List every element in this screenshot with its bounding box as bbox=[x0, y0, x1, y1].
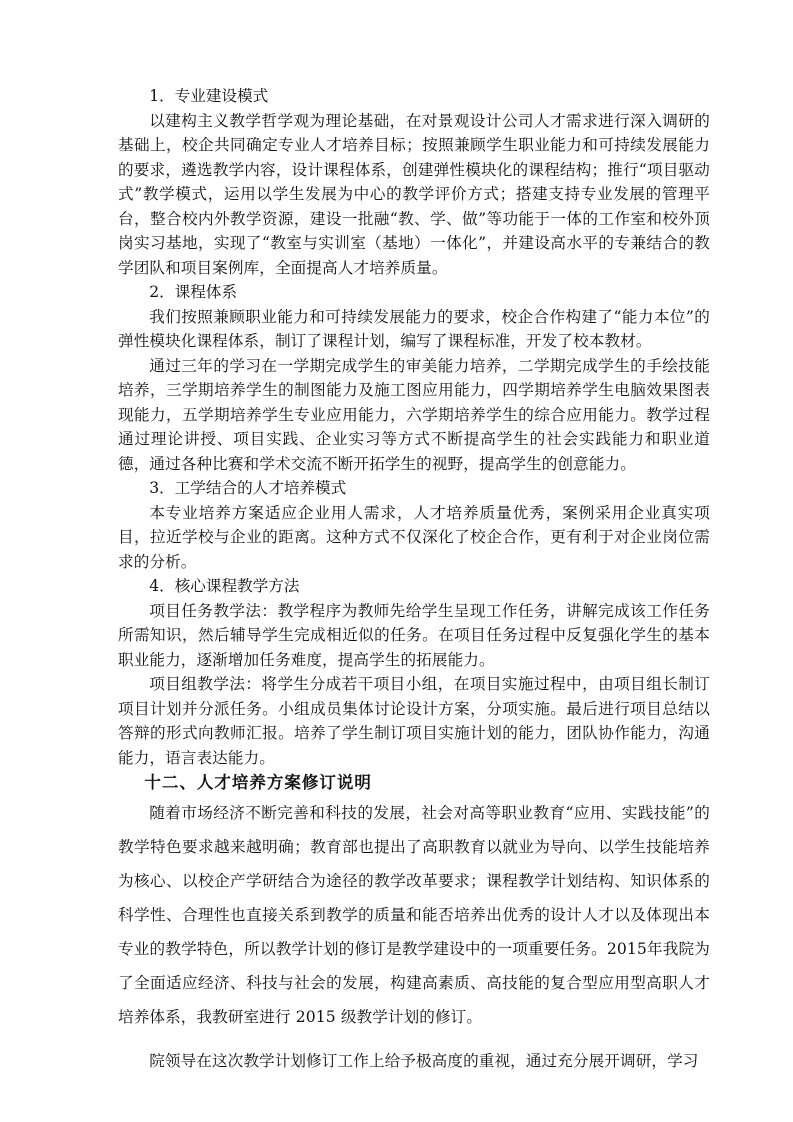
paragraph-project-group-method: 项目组教学法：将学生分成若干项目小组，在项目实施过程中，由项目组长制订项目计划并分派任务。小组成员集体讨论设计方案，分项实施。最后进行项目总结以答辩的形式向教师汇报。培养了学生制订项目实施计划的能力，团队协作能力，沟通能力，语言表达能力。 bbox=[118, 675, 710, 767]
document-page bbox=[118, 84, 710, 1078]
paragraph-specialty-model: 以建构主义教学哲学观为理论基础，在对景观设计公司人才需求进行深入调研的基础上，校企共同确定专业人才培养目标；按照兼顾学生职业能力和可持续发展能力的要求，遴选教学内容，设计课程体系，创建弹性模块化的课程结构；推行“项目驱动式”教学模式，运用以学生发展为中心的教学评价方式；搭建支持专业发展的管理平台，整合校内外教学资源，建设一批融“教、学、做”等功能于一体的工作室和校外顶岗实习基地，实现了“教室与实训室（基地）一体化”，并建设高水平的专兼结合的教学团队和项目案例库，全面提高人才培养质量。 bbox=[118, 111, 710, 277]
section-heading-4: 4．核心课程教学方法 bbox=[149, 577, 300, 595]
paragraph-three-year-study: 通过三年的学习在一学期完成学生的审美能力培养，二学期完成学生的手绘技能培养，三学期培养学生的制图能力及施工图应用能力，四学期培养学生电脑效果图表现能力，五学期培养学生专业应用能力，六学期培养学生的综合应用能力。教学过程通过理论讲授、项目实践、企业实习等方式不断提高学生的社会实践能力和职业道德，通过各种比赛和学术交流不断开拓学生的视野，提高学生的创意能力。 bbox=[118, 356, 710, 473]
section-heading-1: 1．专业建设模式 bbox=[149, 87, 269, 105]
section-heading-3: 3．工学结合的人才培养模式 bbox=[149, 479, 347, 497]
paragraph-project-task-method: 项目任务教学法：教学程序为教师先给学生呈现工作任务，讲解完成该工作任务所需知识，然后辅导学生完成相近似的任务。在项目任务过程中反复强化学生的基本职业能力，逐渐增加任务难度，提高学生的拓展能力。 bbox=[118, 601, 710, 669]
paragraph-leadership: 院领导在这次教学计划修订工作上给予极高度的重视，通过充分展开调研，学习 bbox=[149, 1052, 699, 1070]
paragraph-curriculum-system: 我们按照兼顾职业能力和可持续发展能力的要求，校企合作构建了“能力本位”的弹性模块化课程体系，制订了课程计划，编写了课程标准，开发了校本教材。 bbox=[118, 307, 710, 350]
section-heading-2: 2．课程体系 bbox=[149, 283, 238, 301]
chapter-title-revision: 十二、人才培养方案修订说明 bbox=[144, 773, 372, 792]
paragraph-work-study: 本专业培养方案适应企业用人需求，人才培养质量优秀，案例采用企业真实项目，拉近学校与企业的距离。这种方式不仅深化了校企合作，更有利于对企业岗位需求的分析。 bbox=[118, 503, 710, 571]
paragraph-revision-background: 随着市场经济不断完善和科技的发展，社会对高等职业教育“应用、实践技能”的教学特色要求越来越明确；教育部也提出了高职教育以就业为导向、以学生技能培养为核心、以校企产学研结合为途径的教学改革要求；课程教学计划结构、知识体系的科学性、合理性也直接关系到教学的质量和能否培养出优秀的设计人才以及体现出本专业的教学特色，所以教学计划的修订是教学建设中的一项重要任务。2015年我院为了全面适应经济、科技与社会的发展，构建高素质、高技能的复合型应用型高职人才培养体系，我教研室进行 2015 级教学计划的修订。 bbox=[118, 804, 710, 1026]
